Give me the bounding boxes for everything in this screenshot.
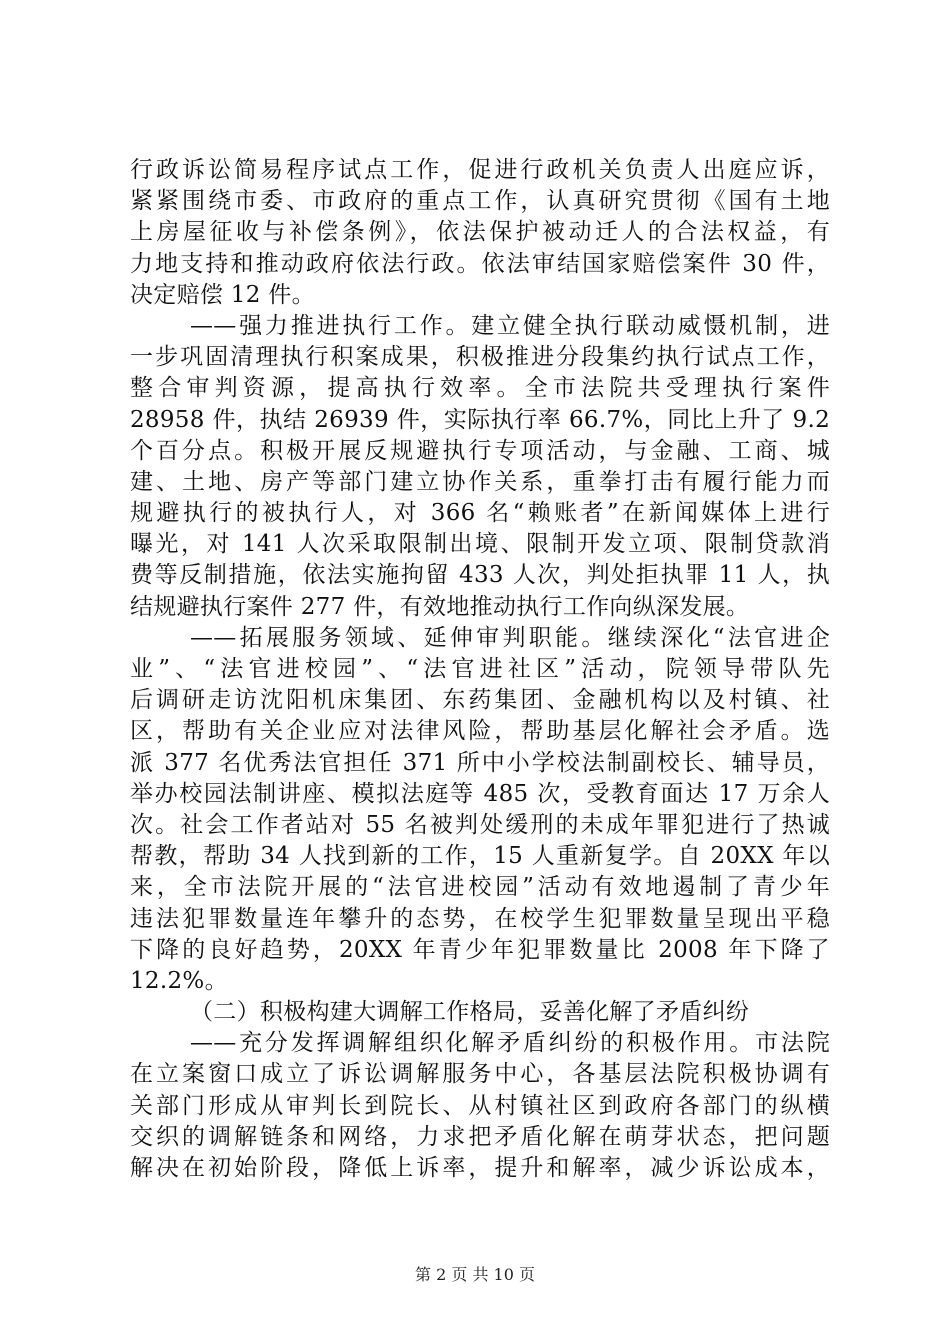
text-line: 结规避执行案件 277 件，有效地推动执行工作向纵深发展。: [130, 593, 750, 620]
text-line: 区，帮助有关企业应对法律风险，帮助基层化解社会矛盾。选: [130, 718, 830, 745]
text-line: 交织的调解链条和网络，力求把矛盾化解在萌芽状态，把问题: [130, 1123, 830, 1150]
page-footer: 第 2 页 共 10 页: [415, 1265, 535, 1284]
text-line: 次。社会工作者站对 55 名被判处缓刑的未成年罪犯进行了热诚: [130, 811, 830, 838]
text-line: 后调研走访沈阳机床集团、东药集团、金融机构以及村镇、社: [130, 687, 830, 714]
text-line: 派 377 名优秀法官担任 371 所中小学校法制副校长、辅导员，: [130, 749, 830, 776]
text-line: 来，全市法院开展的“法官进校园”活动有效地遏制了青少年: [130, 874, 830, 901]
text-line: 紧紧围绕市委、市政府的重点工作，认真研究贯彻《国有土地: [130, 188, 830, 215]
text-line: 力地支持和推动政府依法行政。依法审结国家赔偿案件 30 件，: [130, 250, 830, 277]
text-line: 下降的良好趋势，20XX 年青少年犯罪数量比 2008 年下降了: [130, 936, 830, 963]
text-line: 帮教，帮助 34 人找到新的工作，15 人重新复学。自 20XX 年以: [130, 843, 830, 870]
text-line: ——强力推进执行工作。建立健全执行联动威慑机制，进: [190, 312, 830, 339]
text-line: 决定赔偿 12 件。: [130, 281, 315, 308]
text-line: 28958 件，执结 26939 件，实际执行率 66.7%，同比上升了 9.2: [130, 406, 830, 433]
text-line: ——拓展服务领域、延伸审判职能。继续深化“法官进企: [190, 624, 830, 651]
text-line: 解决在初始阶段，降低上诉率，提升和解率，减少诉讼成本，: [130, 1155, 830, 1181]
text-line: 在立案窗口成立了诉讼调解服务中心，各基层法院积极协调有: [130, 1061, 830, 1088]
text-line: 曝光，对 141 人次采取限制出境、限制开发立项、限制贷款消: [130, 531, 830, 558]
text-line: 举办校园法制讲座、模拟法庭等 485 次，受教育面达 17 万余人: [130, 780, 830, 807]
text-line: 业”、“法官进校园”、“法官进社区”活动，院领导带队先: [130, 656, 830, 682]
text-line: 上房屋征收与补偿条例》，依法保护被动迁人的合法权益，有: [130, 219, 830, 246]
text-line: ——充分发挥调解组织化解矛盾纠纷的积极作用。市法院: [190, 1030, 830, 1057]
text-line: 规避执行的被执行人，对 366 名“赖账者”在新闻媒体上进行: [130, 500, 830, 527]
text-line: 违法犯罪数量连年攀升的态势，在校学生犯罪数量呈现出平稳: [130, 905, 830, 932]
text-line: 关部门形成从审判长到院长、从村镇社区到政府各部门的纵横: [130, 1092, 830, 1119]
text-line: 一步巩固清理执行积案成果，积极推进分段集约执行试点工作，: [130, 344, 830, 371]
text-line: 个百分点。积极开展反规避执行专项活动，与金融、工商、城: [130, 437, 830, 464]
document-body: [130, 155, 830, 1184]
text-line: 12.2%。: [130, 967, 228, 994]
text-line: 整合审判资源，提高执行效率。全市法院共受理执行案件: [130, 375, 830, 402]
text-line: 建、土地、房产等部门建立协作关系，重拳打击有履行能力而: [130, 468, 830, 495]
text-line: （二）积极构建大调解工作格局，妥善化解了矛盾纠纷: [190, 999, 750, 1026]
text-line: 行政诉讼简易程序试点工作，促进行政机关负责人出庭应诉，: [130, 157, 830, 183]
text-line: 费等反制措施，依法实施拘留 433 人次，判处拒执罪 11 人，执: [130, 562, 830, 589]
